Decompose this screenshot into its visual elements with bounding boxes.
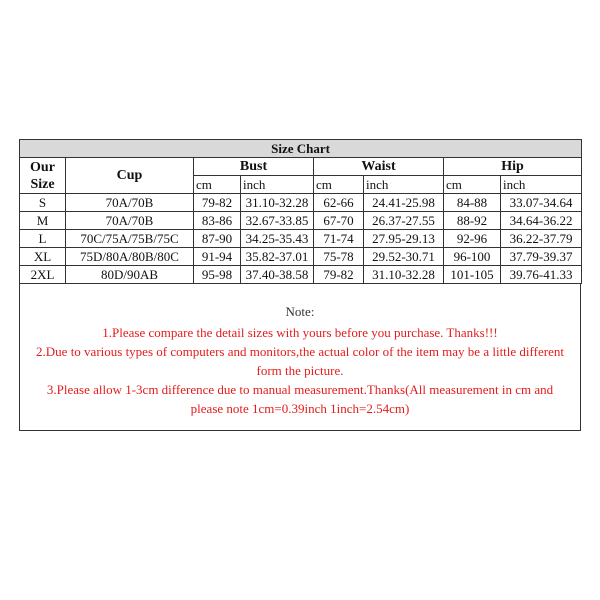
bust-inch-cell: 31.10-32.28	[241, 194, 314, 212]
waist-cm-cell: 75-78	[314, 248, 364, 266]
table-row	[20, 194, 582, 212]
size-cell: 2XL	[20, 266, 66, 284]
waist-cm-header: cm	[314, 176, 364, 194]
bust-cm-header: cm	[194, 176, 241, 194]
hip-cm-cell: 96-100	[444, 248, 501, 266]
bust-cm-cell: 91-94	[194, 248, 241, 266]
size-cell: L	[20, 230, 66, 248]
note-line-1: 1.Please compare the detail sizes with yours before you purchase. Thanks!!!	[102, 325, 498, 340]
our-size-header	[20, 158, 66, 194]
hip-header: Hip	[444, 158, 582, 176]
waist-inch-header: inch	[364, 176, 444, 194]
size-cell: XL	[20, 248, 66, 266]
size-chart	[19, 139, 581, 431]
our-size-line2: Size	[30, 176, 55, 192]
cup-cell: 70C/75A/75B/75C	[66, 230, 194, 248]
waist-inch-cell: 29.52-30.71	[364, 248, 444, 266]
size-table	[19, 139, 582, 284]
hip-cm-cell: 88-92	[444, 212, 501, 230]
size-cell: S	[20, 194, 66, 212]
waist-inch-cell: 26.37-27.55	[364, 212, 444, 230]
waist-cm-cell: 67-70	[314, 212, 364, 230]
bust-inch-cell: 32.67-33.85	[241, 212, 314, 230]
table-row	[20, 212, 582, 230]
hip-cm-cell: 92-96	[444, 230, 501, 248]
waist-header: Waist	[314, 158, 444, 176]
hip-cm-cell: 84-88	[444, 194, 501, 212]
bust-cm-cell: 83-86	[194, 212, 241, 230]
bust-inch-cell: 34.25-35.43	[241, 230, 314, 248]
note-line-3: 3.Please allow 1-3cm difference due to manual measurement.Thanks(All measurement in cm and please note 1cm=0.39inch 1inch=2.54cm)	[46, 382, 554, 416]
bust-cm-cell: 95-98	[194, 266, 241, 284]
cup-cell: 70A/70B	[66, 194, 194, 212]
size-cell: M	[20, 212, 66, 230]
bust-inch-cell: 35.82-37.01	[241, 248, 314, 266]
note-box	[19, 284, 581, 431]
hip-inch-cell: 37.79-39.37	[501, 248, 582, 266]
hip-inch-cell: 39.76-41.33	[501, 266, 582, 284]
cup-cell: 80D/90AB	[66, 266, 194, 284]
hip-inch-cell: 34.64-36.22	[501, 212, 582, 230]
bust-cm-cell: 79-82	[194, 194, 241, 212]
hip-inch-header: inch	[501, 176, 582, 194]
hip-inch-cell: 33.07-34.64	[501, 194, 582, 212]
hip-cm-cell: 101-105	[444, 266, 501, 284]
cup-cell: 75D/80A/80B/80C	[66, 248, 194, 266]
our-size-line1: Our	[30, 159, 55, 175]
cup-cell: 70A/70B	[66, 212, 194, 230]
bust-inch-cell: 37.40-38.58	[241, 266, 314, 284]
cup-header: Cup	[66, 158, 194, 194]
note-title: Note:	[285, 304, 315, 319]
table-row	[20, 248, 582, 266]
bust-header: Bust	[194, 158, 314, 176]
hip-cm-header: cm	[444, 176, 501, 194]
table-title: Size Chart	[20, 140, 582, 158]
waist-inch-cell: 24.41-25.98	[364, 194, 444, 212]
waist-cm-cell: 79-82	[314, 266, 364, 284]
note-line-2: 2.Due to various types of computers and monitors,the actual color of the item may be a little different form the picture.	[36, 344, 564, 378]
bust-cm-cell: 87-90	[194, 230, 241, 248]
waist-cm-cell: 71-74	[314, 230, 364, 248]
hip-inch-cell: 36.22-37.79	[501, 230, 582, 248]
waist-cm-cell: 62-66	[314, 194, 364, 212]
waist-inch-cell: 31.10-32.28	[364, 266, 444, 284]
table-row	[20, 230, 582, 248]
waist-inch-cell: 27.95-29.13	[364, 230, 444, 248]
bust-inch-header: inch	[241, 176, 314, 194]
table-row	[20, 266, 582, 284]
